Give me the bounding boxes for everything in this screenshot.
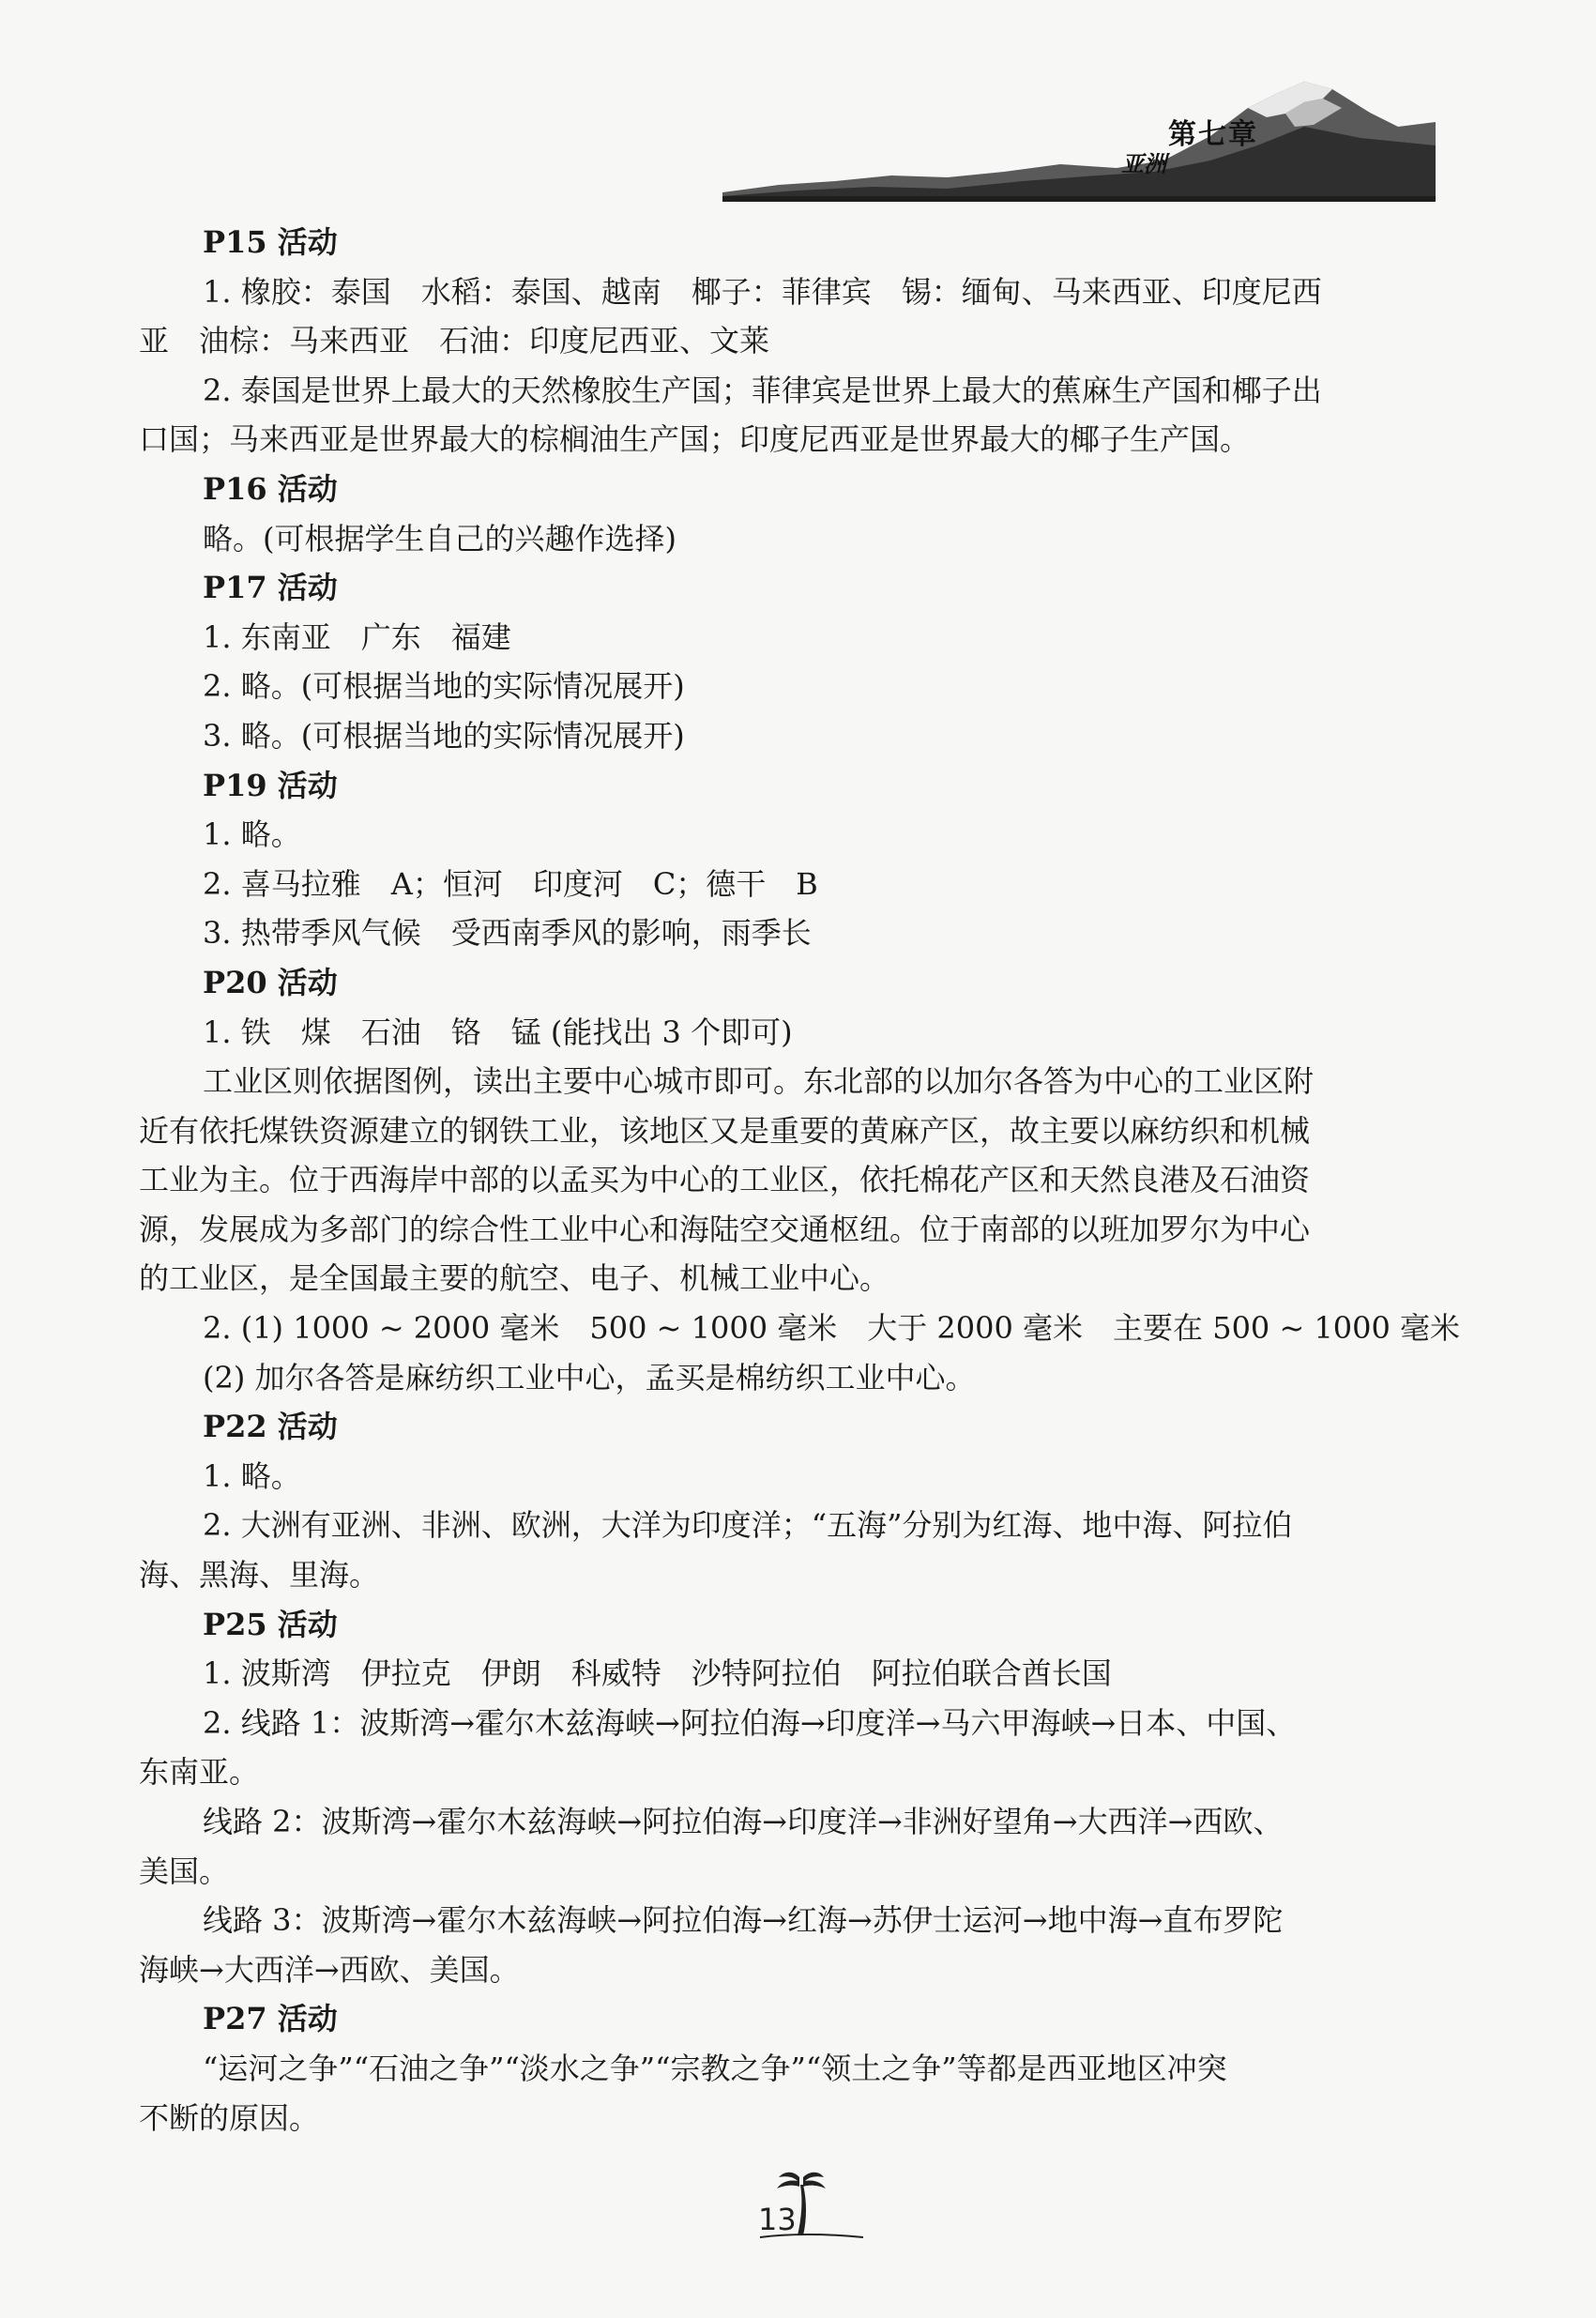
section-heading: P15 活动 (203, 224, 338, 260)
text-line: 2. 泰国是世界上最大的天然橡胶生产国；菲律宾是世界上最大的蕉麻生产国和椰子出 (203, 372, 1322, 408)
text-line: 2. (1) 1000 ~ 2000 毫米 500 ~ 1000 毫米 大于 2000 毫米 主要在 500 ~ 1000 毫米 (203, 1310, 1461, 1347)
mountain-header-illustration (722, 70, 1436, 202)
text-line: “运河之争”“石油之争”“淡水之争”“宗教之争”“领土之争”等都是西亚地区冲突 (203, 2050, 1227, 2086)
page-number: 13 (758, 2202, 797, 2237)
text-line: 1. 铁 煤 石油 铬 锰 (能找出 3 个即可) (203, 1014, 793, 1050)
section-heading: P20 活动 (203, 964, 338, 1000)
text-line: 3. 略。(可根据当地的实际情况展开) (203, 717, 685, 754)
text-line: 线路 2：波斯湾→霍尔木兹海峡→阿拉伯海→印度洋→非洲好望角→大西洋→西欧、 (203, 1804, 1284, 1839)
text-line: 东南亚。 (139, 1754, 260, 1791)
text-line: 2. 喜马拉雅 A；恒河 印度河 C；德干 B (203, 865, 818, 902)
text-line: 1. 略。 (203, 816, 301, 853)
text-line: (2) 加尔各答是麻纺织工业中心，孟买是棉纺织工业中心。 (203, 1359, 976, 1395)
text-line: 1. 波斯湾 伊拉克 伊朗 科威特 沙特阿拉伯 阿拉伯联合酋长国 (203, 1655, 1112, 1692)
text-line: 3. 热带季风气候 受西南季风的影响，雨季长 (203, 915, 812, 952)
section-heading: P17 活动 (203, 570, 338, 606)
section-heading: P22 活动 (203, 1409, 338, 1445)
answer-content (139, 218, 1461, 2143)
text-line: 口国；马来西亚是世界最大的棕榈油生产国；印度尼西亚是世界最大的椰子生产国。 (139, 421, 1251, 458)
text-line: 线路 3：波斯湾→霍尔木兹海峡→阿拉伯海→红海→苏伊士运河→地中海→直布罗陀 (203, 1902, 1284, 1939)
text-line: 海峡→大西洋→西欧、美国。 (139, 1951, 520, 1988)
section-heading: P27 活动 (203, 2001, 338, 2037)
text-line: 不断的原因。 (139, 2099, 320, 2136)
text-line: 工业区则依据图例，读出主要中心城市即可。东北部的以加尔各答为中心的工业区附 (203, 1063, 1315, 1100)
text-line: 源，发展成为多部门的综合性工业中心和海陆空交通枢纽。位于南部的以班加罗尔为中心 (139, 1211, 1311, 1247)
text-line: 2. 略。(可根据当地的实际情况展开) (203, 668, 685, 705)
text-line: 略。(可根据学生自己的兴趣作选择) (203, 520, 676, 557)
text-line: 近有依托煤铁资源建立的钢铁工业，该地区又是重要的黄麻产区，故主要以麻纺织和机械 (139, 1112, 1311, 1149)
text-line: 1. 略。 (203, 1457, 301, 1494)
text-line: 1. 橡胶：泰国 水稻：泰国、越南 椰子：菲律宾 锡：缅甸、马来西亚、印度尼西 (203, 273, 1322, 310)
text-line: 工业为主。位于西海岸中部的以孟买为中心的工业区，依托棉花产区和天然良港及石油资 (139, 1162, 1311, 1198)
text-line: 亚 油棕：马来西亚 石油：印度尼西亚、文莱 (139, 323, 770, 359)
chapter-title: 第七章 (1168, 118, 1258, 151)
text-line: 的工业区，是全国最主要的航空、电子、机械工业中心。 (139, 1260, 890, 1297)
text-line: 美国。 (139, 1853, 230, 1889)
section-heading: P25 活动 (203, 1606, 338, 1642)
text-line: 2. 线路 1：波斯湾→霍尔木兹海峡→阿拉伯海→印度洋→马六甲海峡→日本、中国、 (203, 1704, 1297, 1741)
section-heading: P16 活动 (203, 470, 338, 507)
section-heading: P19 活动 (203, 767, 338, 803)
section-title: 亚洲 (1121, 150, 1166, 177)
text-line: 2. 大洲有亚洲、非洲、欧洲，大洋为印度洋；“五海”分别为红海、地中海、阿拉伯 (203, 1507, 1293, 1544)
text-line: 海、黑海、里海。 (139, 1557, 380, 1594)
text-line: 1. 东南亚 广东 福建 (203, 618, 511, 655)
